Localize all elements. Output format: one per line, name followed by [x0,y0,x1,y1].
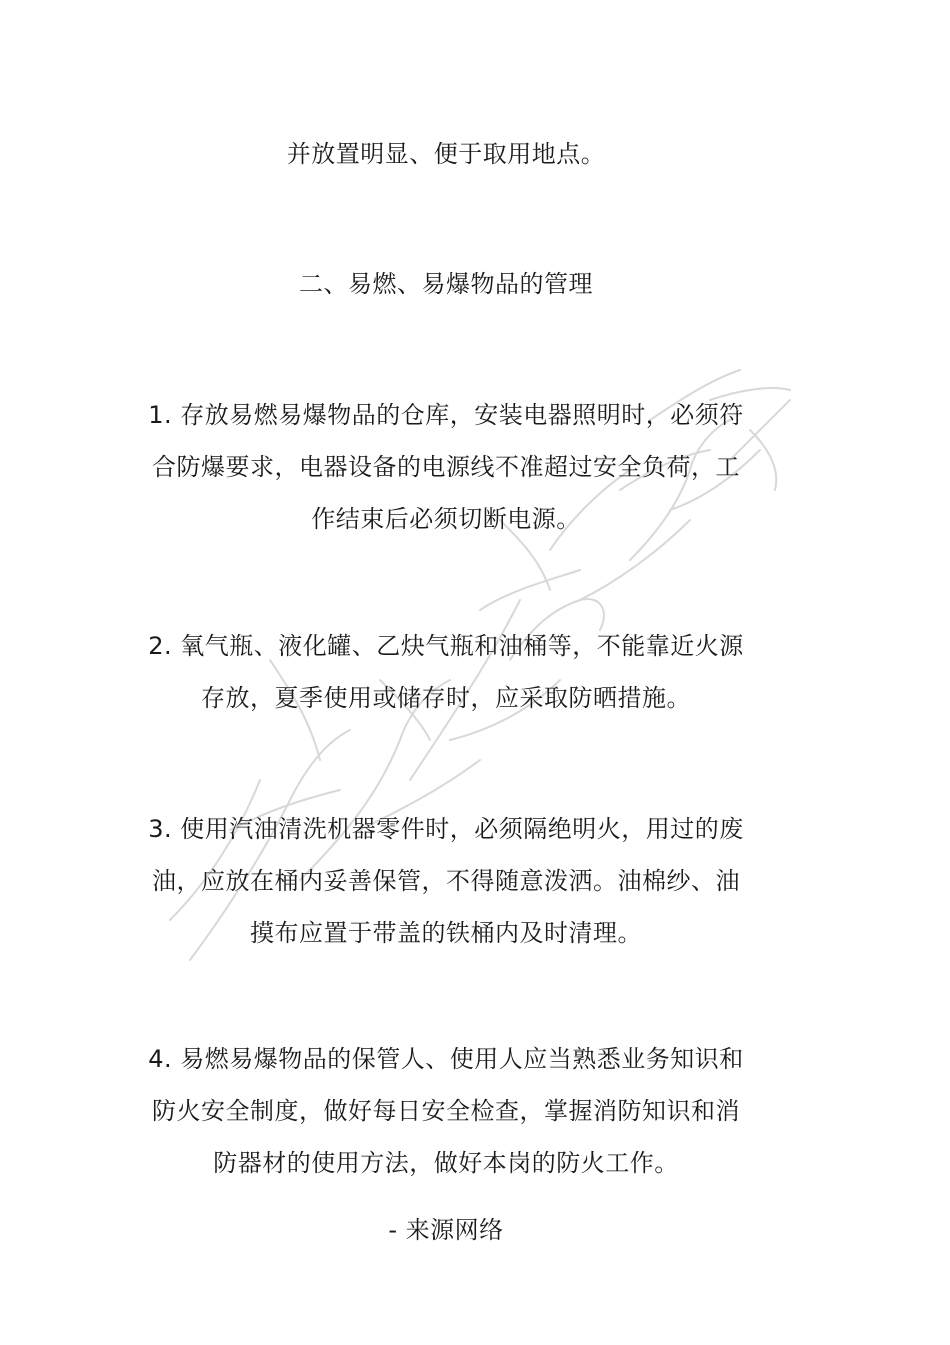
heading-text: 二、易燃、易爆物品的管理 [299,270,593,298]
text-line: 作结束后必须切断电源。 [311,505,581,533]
text-line: 2. 氧气瓶、液化罐、乙炔气瓶和油桶等，不能靠近火源 [148,632,744,660]
text-line: 摸布应置于带盖的铁桶内及时清理。 [250,919,642,947]
text-line: 防器材的使用方法，做好本岗的防火工作。 [213,1149,679,1177]
list-item-2 [140,620,752,724]
text-line: 1. 存放易燃易爆物品的仓库，安装电器照明时，必须符 [148,401,744,429]
text-line: 油，应放在桶内妥善保管，不得随意泼洒。油棉纱、油 [152,867,740,895]
source-text: - 来源网络 [388,1216,504,1244]
text-line: 4. 易燃易爆物品的保管人、使用人应当熟悉业务知识和 [148,1045,744,1073]
text-line: 3. 使用汽油清洗机器零件时，必须隔绝明火，用过的废 [148,815,744,843]
list-item-1 [140,389,752,545]
continuation-paragraph [140,128,752,180]
list-item-3 [140,803,752,959]
text-line: 防火安全制度，做好每日安全检查，掌握消防知识和消 [152,1097,740,1125]
source-note [140,1204,752,1256]
section-heading [140,258,752,310]
list-item-4 [140,1033,752,1189]
text-line: 并放置明显、便于取用地点。 [286,140,606,168]
text-line: 合防爆要求，电器设备的电源线不准超过安全负荷，工 [152,453,740,481]
text-line: 存放，夏季使用或储存时，应采取防晒措施。 [201,684,691,712]
